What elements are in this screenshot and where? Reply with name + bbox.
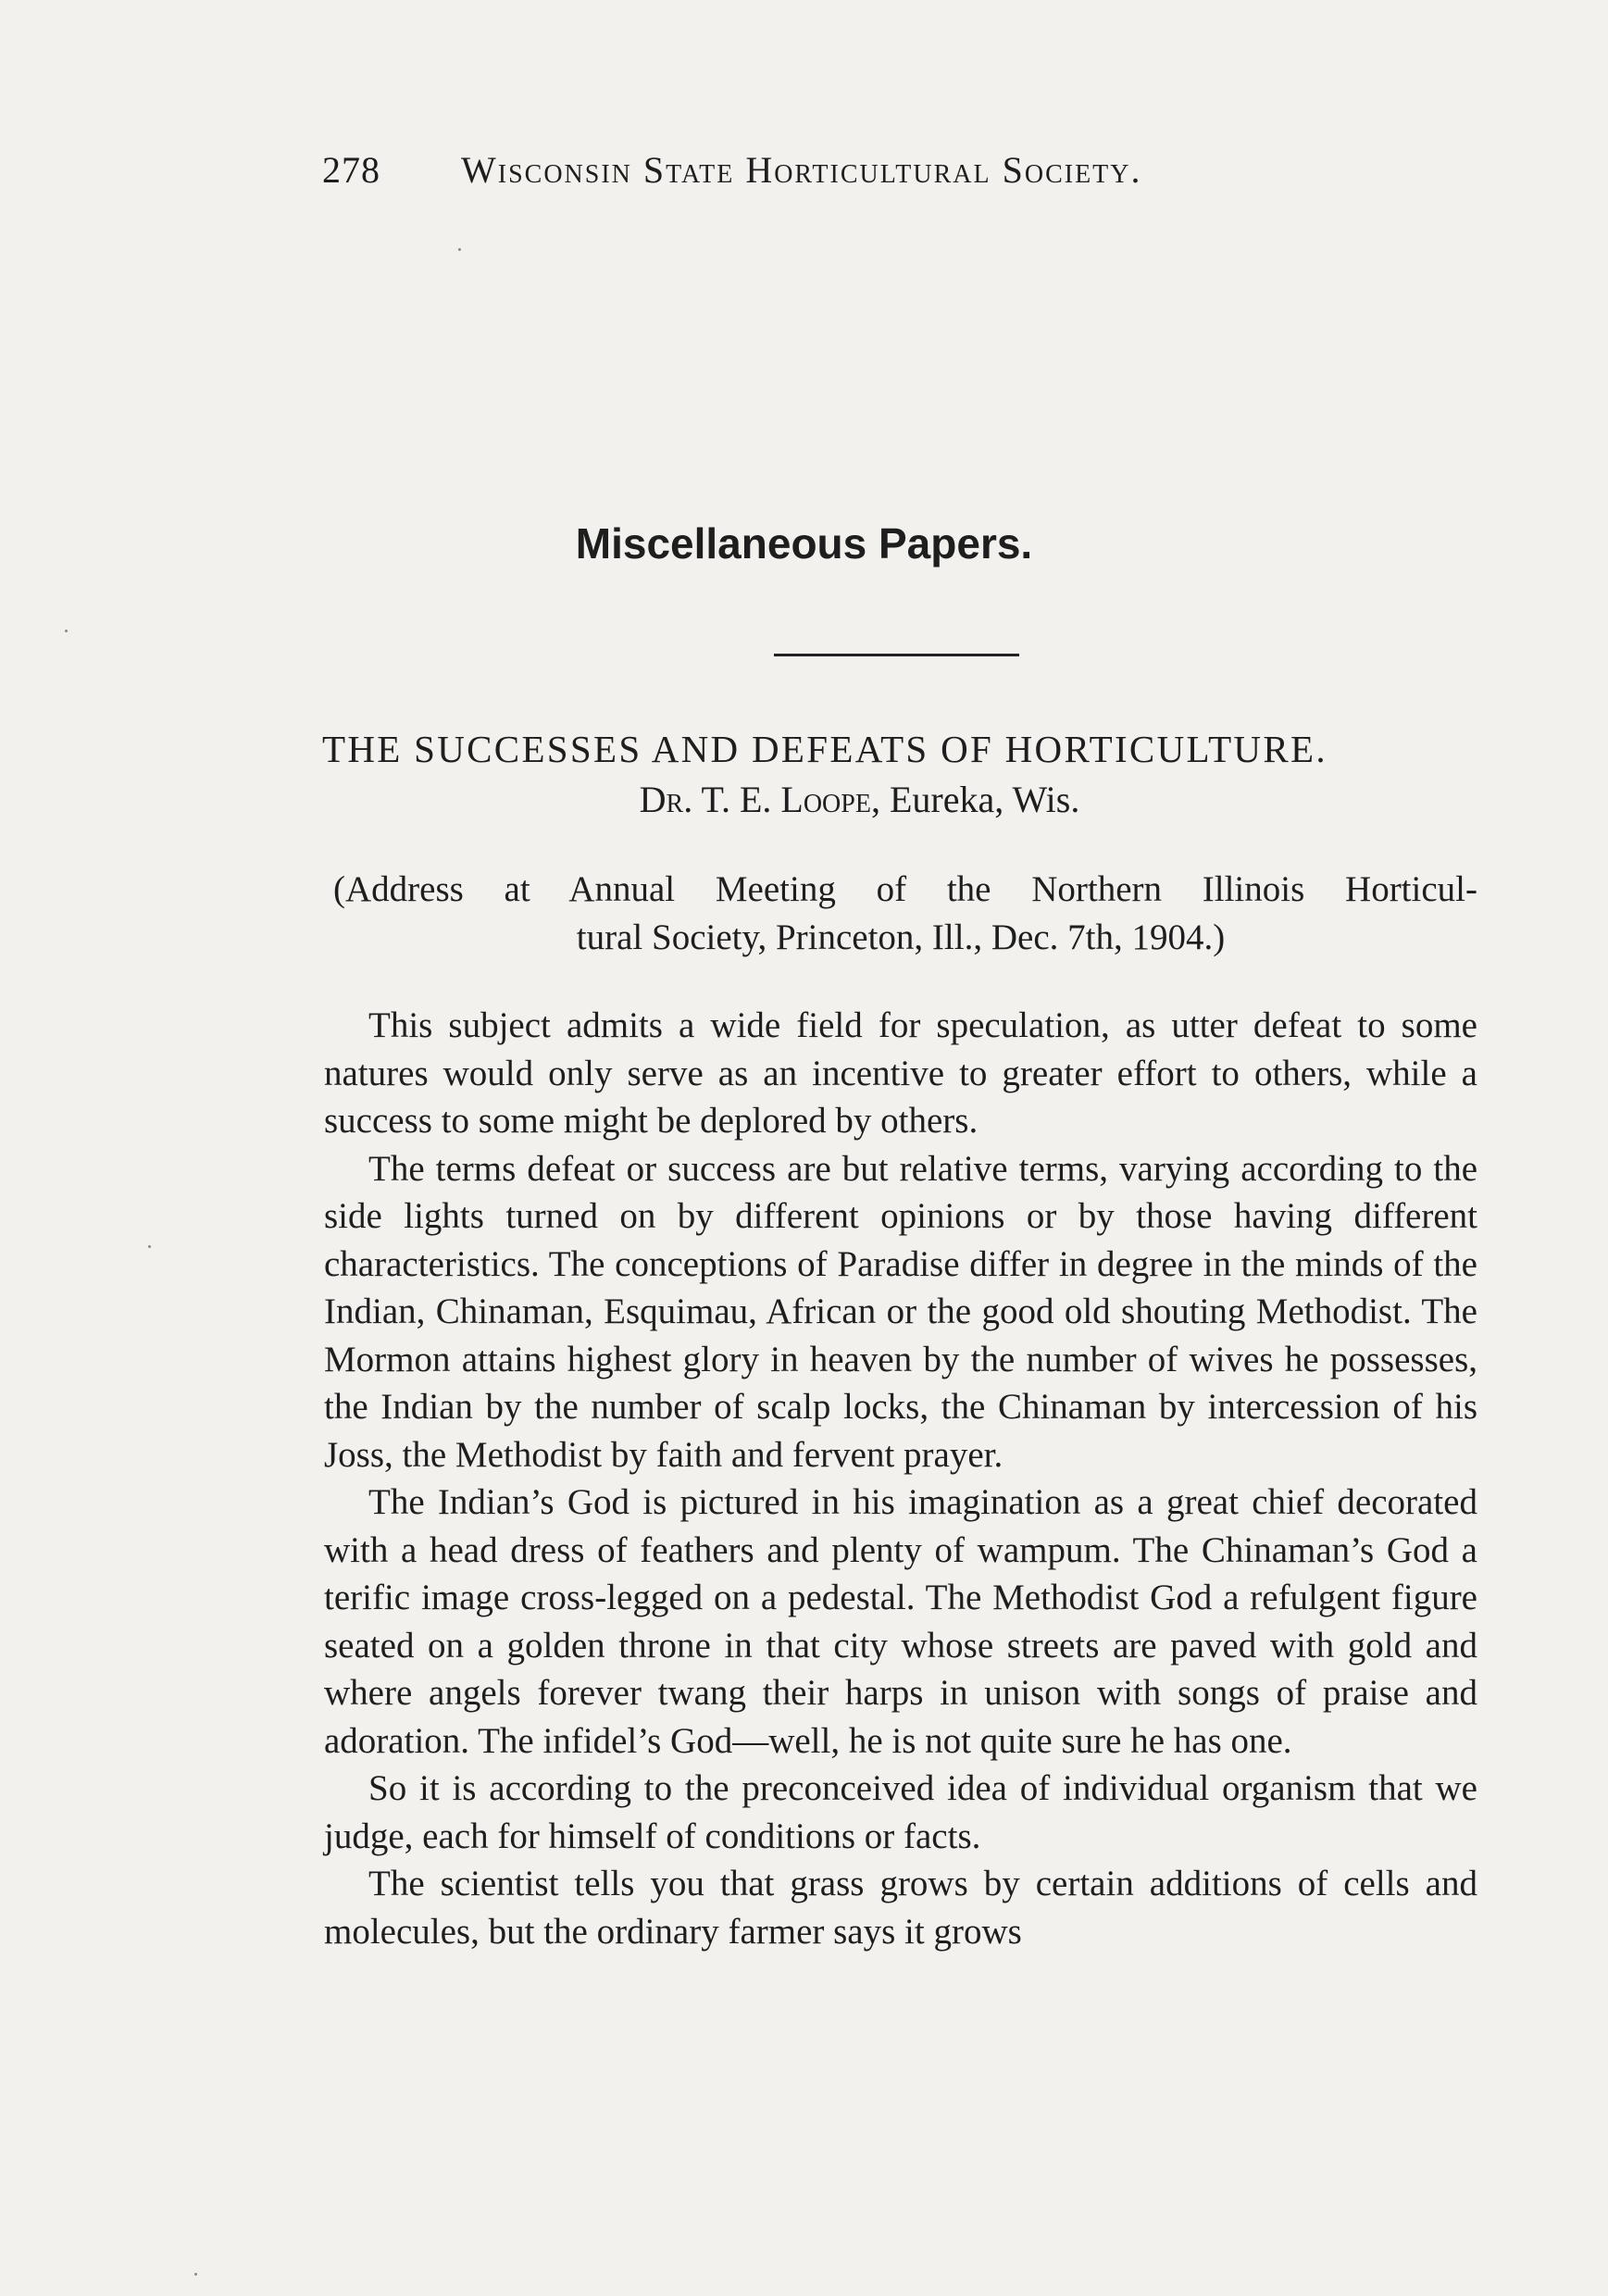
page-number: 278	[322, 149, 380, 191]
address-note	[324, 866, 1477, 961]
running-head	[322, 148, 1308, 192]
divider-rule	[774, 654, 1019, 656]
paragraph: This subject admits a wide field for speculation, as utter defeat to some natures would only serve as an incentive to greater effort to others, while a success to some might be deplored by others.	[324, 1005, 1477, 1141]
scan-speck	[458, 248, 461, 251]
journal-title: Wisconsin State Horticultural Society.	[461, 149, 1142, 191]
address-note-line-2: tural Society, Princeton, Ill., Dec. 7th, 1904.)	[576, 917, 1226, 957]
article-title: THE SUCCESSES AND DEFEATS OF HORTICULTURE.	[322, 728, 1328, 770]
section-title: Miscellaneous Papers.	[575, 519, 1033, 568]
scan-speck	[148, 1245, 151, 1248]
paragraph: The Indian’s God is pictured in his imagination as a great chief decorated with a head dress of feathers and plenty of wampum. The Chinaman’s God a terific image cross-legged on a pedestal. The Methodist God a refulgent figure seated on a golden throne in that city whose streets are paved with gold and where angels forever twang their harps in unison with songs of praise and adoration. The infidel’s God—well, he is not quite sure he has one.	[324, 1482, 1477, 1761]
scan-speck	[194, 2273, 197, 2276]
author-name: Dr. T. E. Loope,	[639, 779, 880, 820]
address-note-line-1: (Address at Annual Meeting of the Northern Illinois Horticul-	[333, 869, 1477, 909]
article-body	[324, 866, 1477, 1955]
paragraph: The scientist tells you that grass grows by certain additions of cells and molecules, but the ordinary farmer says it grows	[324, 1864, 1477, 1952]
paragraph: So it is according to the preconceived idea of individual organism that we judge, each for himself of conditions or facts.	[324, 1768, 1477, 1856]
paragraph: The terms defeat or success are but relative terms, varying according to the side lights turned on by different opinions or by those having different characteristics. The conceptions of Paradise differ in degree in the minds of the Indian, Chinaman, Esquimau, African or the good old shouting Methodist. The Mormon attains highest glory in heaven by the number of wives he possesses, the Indian by the number of scalp locks, the Chinaman by intercession of his Joss, the Methodist by faith and fervent prayer.	[324, 1148, 1477, 1475]
scan-speck	[65, 630, 68, 632]
byline	[0, 778, 1608, 821]
author-place: Eureka, Wis.	[889, 779, 1080, 820]
